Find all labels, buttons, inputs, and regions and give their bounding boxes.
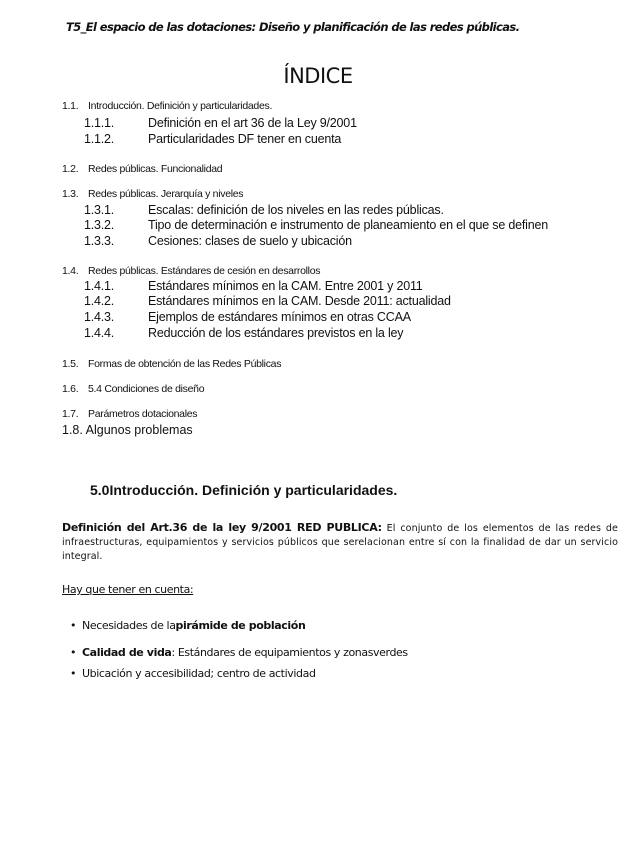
- toc-text: Introducción. Definición y particularidades.: [88, 100, 273, 112]
- toc-number: 1.3.3.: [84, 234, 115, 248]
- bullet-icon: •: [70, 619, 77, 632]
- toc-text: Algunos problemas: [85, 423, 193, 437]
- toc-number: 1.6.: [62, 383, 79, 395]
- bullet-bold-text: pirámide de población: [175, 619, 306, 632]
- toc-number: 1.7.: [62, 408, 79, 420]
- toc-number: 1.1.: [62, 100, 79, 112]
- toc-number: 1.4.1.: [84, 279, 115, 293]
- toc-number: 1.1.2.: [84, 132, 115, 146]
- toc-text: Escalas: definición de los niveles en las redes públicas.: [148, 203, 444, 217]
- toc-number: 1.3.1.: [84, 203, 115, 217]
- toc-text: Estándares mínimos en la CAM. Entre 2001 y 2011: [148, 279, 423, 293]
- toc-item: [62, 358, 281, 370]
- toc-text: Particularidades DF tener en cuenta: [148, 132, 342, 146]
- toc-item: [62, 423, 193, 437]
- toc-text: Estándares mínimos en la CAM. Desde 2011: actualidad: [148, 294, 451, 308]
- definition-text: El conjunto de los elementos de las redes de infraestructuras, equipamientos y servicios públicos que serelacionan entre sí con la finalidad de dar un servicio integral.: [62, 523, 618, 562]
- toc-text: Redes públicas. Jerarquía y niveles: [88, 188, 244, 200]
- toc-number: 1.4.3.: [84, 310, 115, 324]
- toc-text: Formas de obtención de las Redes Públicas: [88, 358, 282, 370]
- bullet-text: Necesidades de la: [82, 619, 176, 632]
- bullet-item: [70, 667, 316, 680]
- toc-number: 1.3.: [62, 188, 79, 200]
- definition-paragraph: [62, 521, 618, 564]
- bullet-icon: •: [70, 646, 77, 659]
- bullet-icon: •: [70, 667, 77, 680]
- toc-subitem: [84, 326, 403, 340]
- bullet-text: : Estándares de equipamientos y zonasverdes: [171, 646, 408, 659]
- toc-item: [62, 265, 320, 277]
- toc-subitem: [84, 218, 548, 232]
- toc-number: 1.1.1.: [84, 116, 115, 130]
- toc-text: Cesiones: clases de suelo y ubicación: [148, 234, 352, 248]
- bullet-text: Ubicación y accesibilidad; centro de actividad: [82, 667, 316, 680]
- toc-text: Ejemplos de estándares mínimos en otras CCAA: [148, 310, 411, 324]
- toc-item: [62, 188, 243, 200]
- toc-subitem: [84, 203, 444, 217]
- toc-item: [62, 100, 272, 112]
- toc-text: Reducción de los estándares previstos en la ley: [148, 326, 404, 340]
- toc-text: Redes públicas. Funcionalidad: [88, 163, 223, 175]
- toc-number: 1.4.2.: [84, 294, 115, 308]
- bullet-bold-text: Calidad de vida: [82, 646, 172, 659]
- toc-item: [62, 383, 204, 395]
- toc-number: 1.4.: [62, 265, 79, 277]
- toc-subitem: [84, 234, 352, 248]
- toc-subitem: [84, 310, 411, 324]
- toc-subitem: [84, 116, 357, 130]
- document-header: T5_El espacio de las dotaciones: Diseño y planificación de las redes públicas.: [66, 20, 520, 34]
- toc-text: Parámetros dotacionales: [88, 408, 198, 420]
- toc-subitem: [84, 279, 423, 293]
- toc-item: [62, 408, 197, 420]
- toc-number: 1.8.: [62, 423, 83, 437]
- toc-text: Tipo de determinación e instrumento de planeamiento en el que se definen: [148, 218, 548, 232]
- toc-item: [62, 163, 222, 175]
- toc-text: 5.4 Condiciones de diseño: [88, 383, 205, 395]
- index-title: ÍNDICE: [283, 64, 353, 88]
- toc-number: 1.4.4.: [84, 326, 115, 340]
- definition-label: Definición del Art.36 de la ley 9/2001 RED PUBLICA:: [62, 521, 382, 534]
- toc-text: Redes públicas. Estándares de cesión en desarrollos: [88, 265, 321, 277]
- toc-subitem: [84, 294, 451, 308]
- toc-subitem: [84, 132, 341, 146]
- toc-number: 1.3.2.: [84, 218, 115, 232]
- section-heading: 5.0Introducción. Definición y particularidades.: [90, 482, 398, 498]
- bullet-item: [70, 619, 305, 632]
- toc-text: Definición en el art 36 de la Ley 9/2001: [148, 116, 357, 130]
- note-heading: Hay que tener en cuenta:: [62, 583, 194, 596]
- bullet-item: [70, 646, 408, 659]
- toc-number: 1.2.: [62, 163, 79, 175]
- toc-number: 1.5.: [62, 358, 79, 370]
